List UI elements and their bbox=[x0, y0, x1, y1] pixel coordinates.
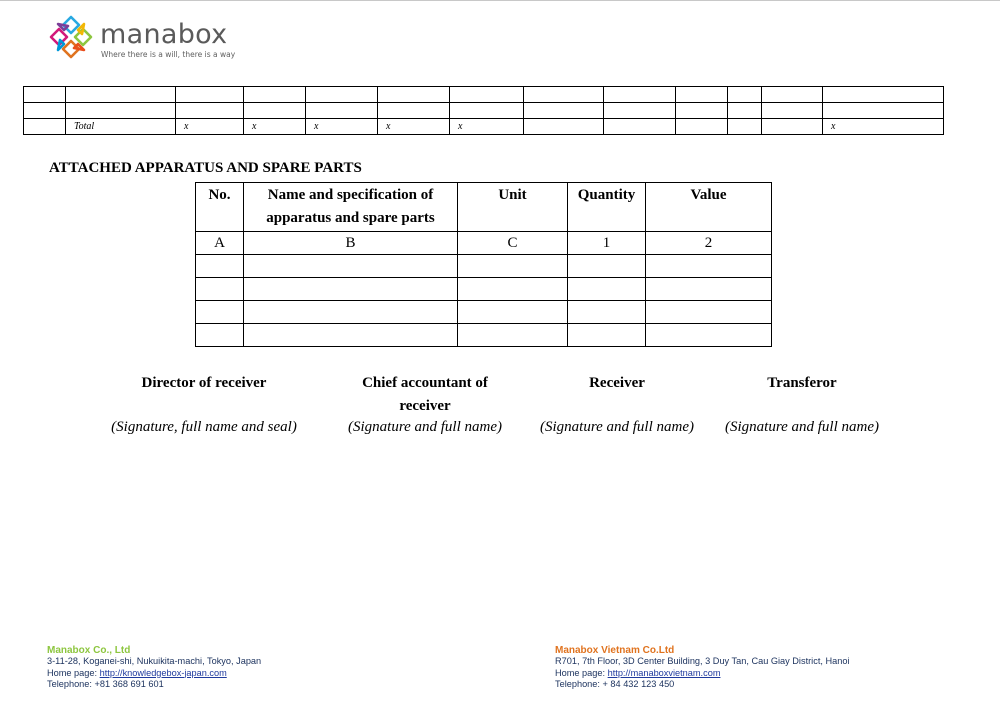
table-row bbox=[24, 87, 944, 103]
logo-wordmark: manabox bbox=[100, 19, 228, 50]
footer-homepage bbox=[555, 668, 849, 679]
homepage-label: Home page: bbox=[47, 667, 100, 678]
footer-company: Manabox Co., Ltd bbox=[47, 645, 131, 656]
total-cell: x bbox=[244, 119, 306, 135]
spare-parts-table bbox=[195, 182, 772, 347]
table-cell: A bbox=[196, 232, 244, 255]
table-cell: C bbox=[458, 232, 568, 255]
total-label: Total bbox=[66, 119, 176, 135]
homepage-label: Home page: bbox=[555, 667, 608, 678]
header-unit: Unit bbox=[458, 183, 568, 232]
homepage-link[interactable]: http://knowledgebox-japan.com bbox=[99, 667, 227, 678]
header-quantity: Quantity bbox=[568, 183, 646, 232]
signature-role: Chief accountant of receiver bbox=[362, 375, 488, 414]
homepage-link[interactable]: http://manaboxvietnam.com bbox=[607, 667, 721, 678]
signature-note: (Signature, full name and seal) bbox=[111, 419, 297, 435]
signature-note: (Signature and full name) bbox=[724, 419, 879, 435]
footer-homepage bbox=[47, 668, 261, 679]
signature-role: Director of receiver bbox=[141, 375, 267, 391]
section-title: ATTACHED APPARATUS AND SPARE PARTS bbox=[49, 160, 362, 176]
code-row bbox=[196, 232, 772, 255]
footer-company: Manabox Vietnam Co.Ltd bbox=[555, 645, 675, 656]
total-cell: x bbox=[176, 119, 244, 135]
signature-director bbox=[111, 372, 297, 435]
footer-telephone: Telephone: + 84 432 123 450 bbox=[555, 678, 675, 689]
footer-telephone: Telephone: +81 368 691 601 bbox=[47, 678, 164, 689]
table-row bbox=[196, 324, 772, 347]
signature-note: (Signature and full name) bbox=[539, 419, 694, 435]
table-cell: B bbox=[244, 232, 458, 255]
table-row bbox=[196, 301, 772, 324]
table-header-row bbox=[196, 183, 772, 232]
signature-role: Receiver bbox=[589, 375, 645, 391]
footer-japan bbox=[47, 645, 261, 690]
company-logo bbox=[48, 14, 248, 60]
signature-note: (Signature and full name) bbox=[347, 419, 502, 435]
total-cell bbox=[524, 119, 604, 135]
footer-address: 3-11-28, Koganei-shi, Nukuikita-machi, Tokyo, Japan bbox=[47, 656, 262, 667]
total-cell bbox=[728, 119, 762, 135]
total-cell: x bbox=[306, 119, 378, 135]
table-row bbox=[196, 278, 772, 301]
total-cell bbox=[604, 119, 676, 135]
table-cell: 2 bbox=[646, 232, 772, 255]
signature-role: Transferor bbox=[767, 375, 837, 391]
total-cell bbox=[762, 119, 823, 135]
table-row bbox=[24, 103, 944, 119]
header-no: No. bbox=[196, 183, 244, 232]
total-cell: x bbox=[378, 119, 450, 135]
total-cell bbox=[676, 119, 728, 135]
table-row bbox=[196, 255, 772, 278]
total-cell: x bbox=[450, 119, 524, 135]
footer-vietnam bbox=[555, 645, 849, 690]
logo-tagline: Where there is a will, there is a way bbox=[101, 50, 236, 59]
header-value: Value bbox=[646, 183, 772, 232]
manabox-logo-icon bbox=[48, 14, 94, 60]
footer-address: R701, 7th Floor, 3D Center Building, 3 Duy Tan, Cau Giay District, Hanoi bbox=[555, 656, 850, 667]
table-cell: 1 bbox=[568, 232, 646, 255]
header-name: Name and specification of apparatus and spare parts bbox=[244, 183, 458, 232]
signature-receiver bbox=[539, 372, 694, 435]
page-top-border bbox=[0, 0, 1000, 1]
signature-transferor bbox=[724, 372, 879, 435]
total-cell: x bbox=[823, 119, 944, 135]
total-row bbox=[24, 119, 944, 135]
summary-table bbox=[23, 86, 944, 135]
signature-chief-accountant bbox=[347, 372, 502, 435]
